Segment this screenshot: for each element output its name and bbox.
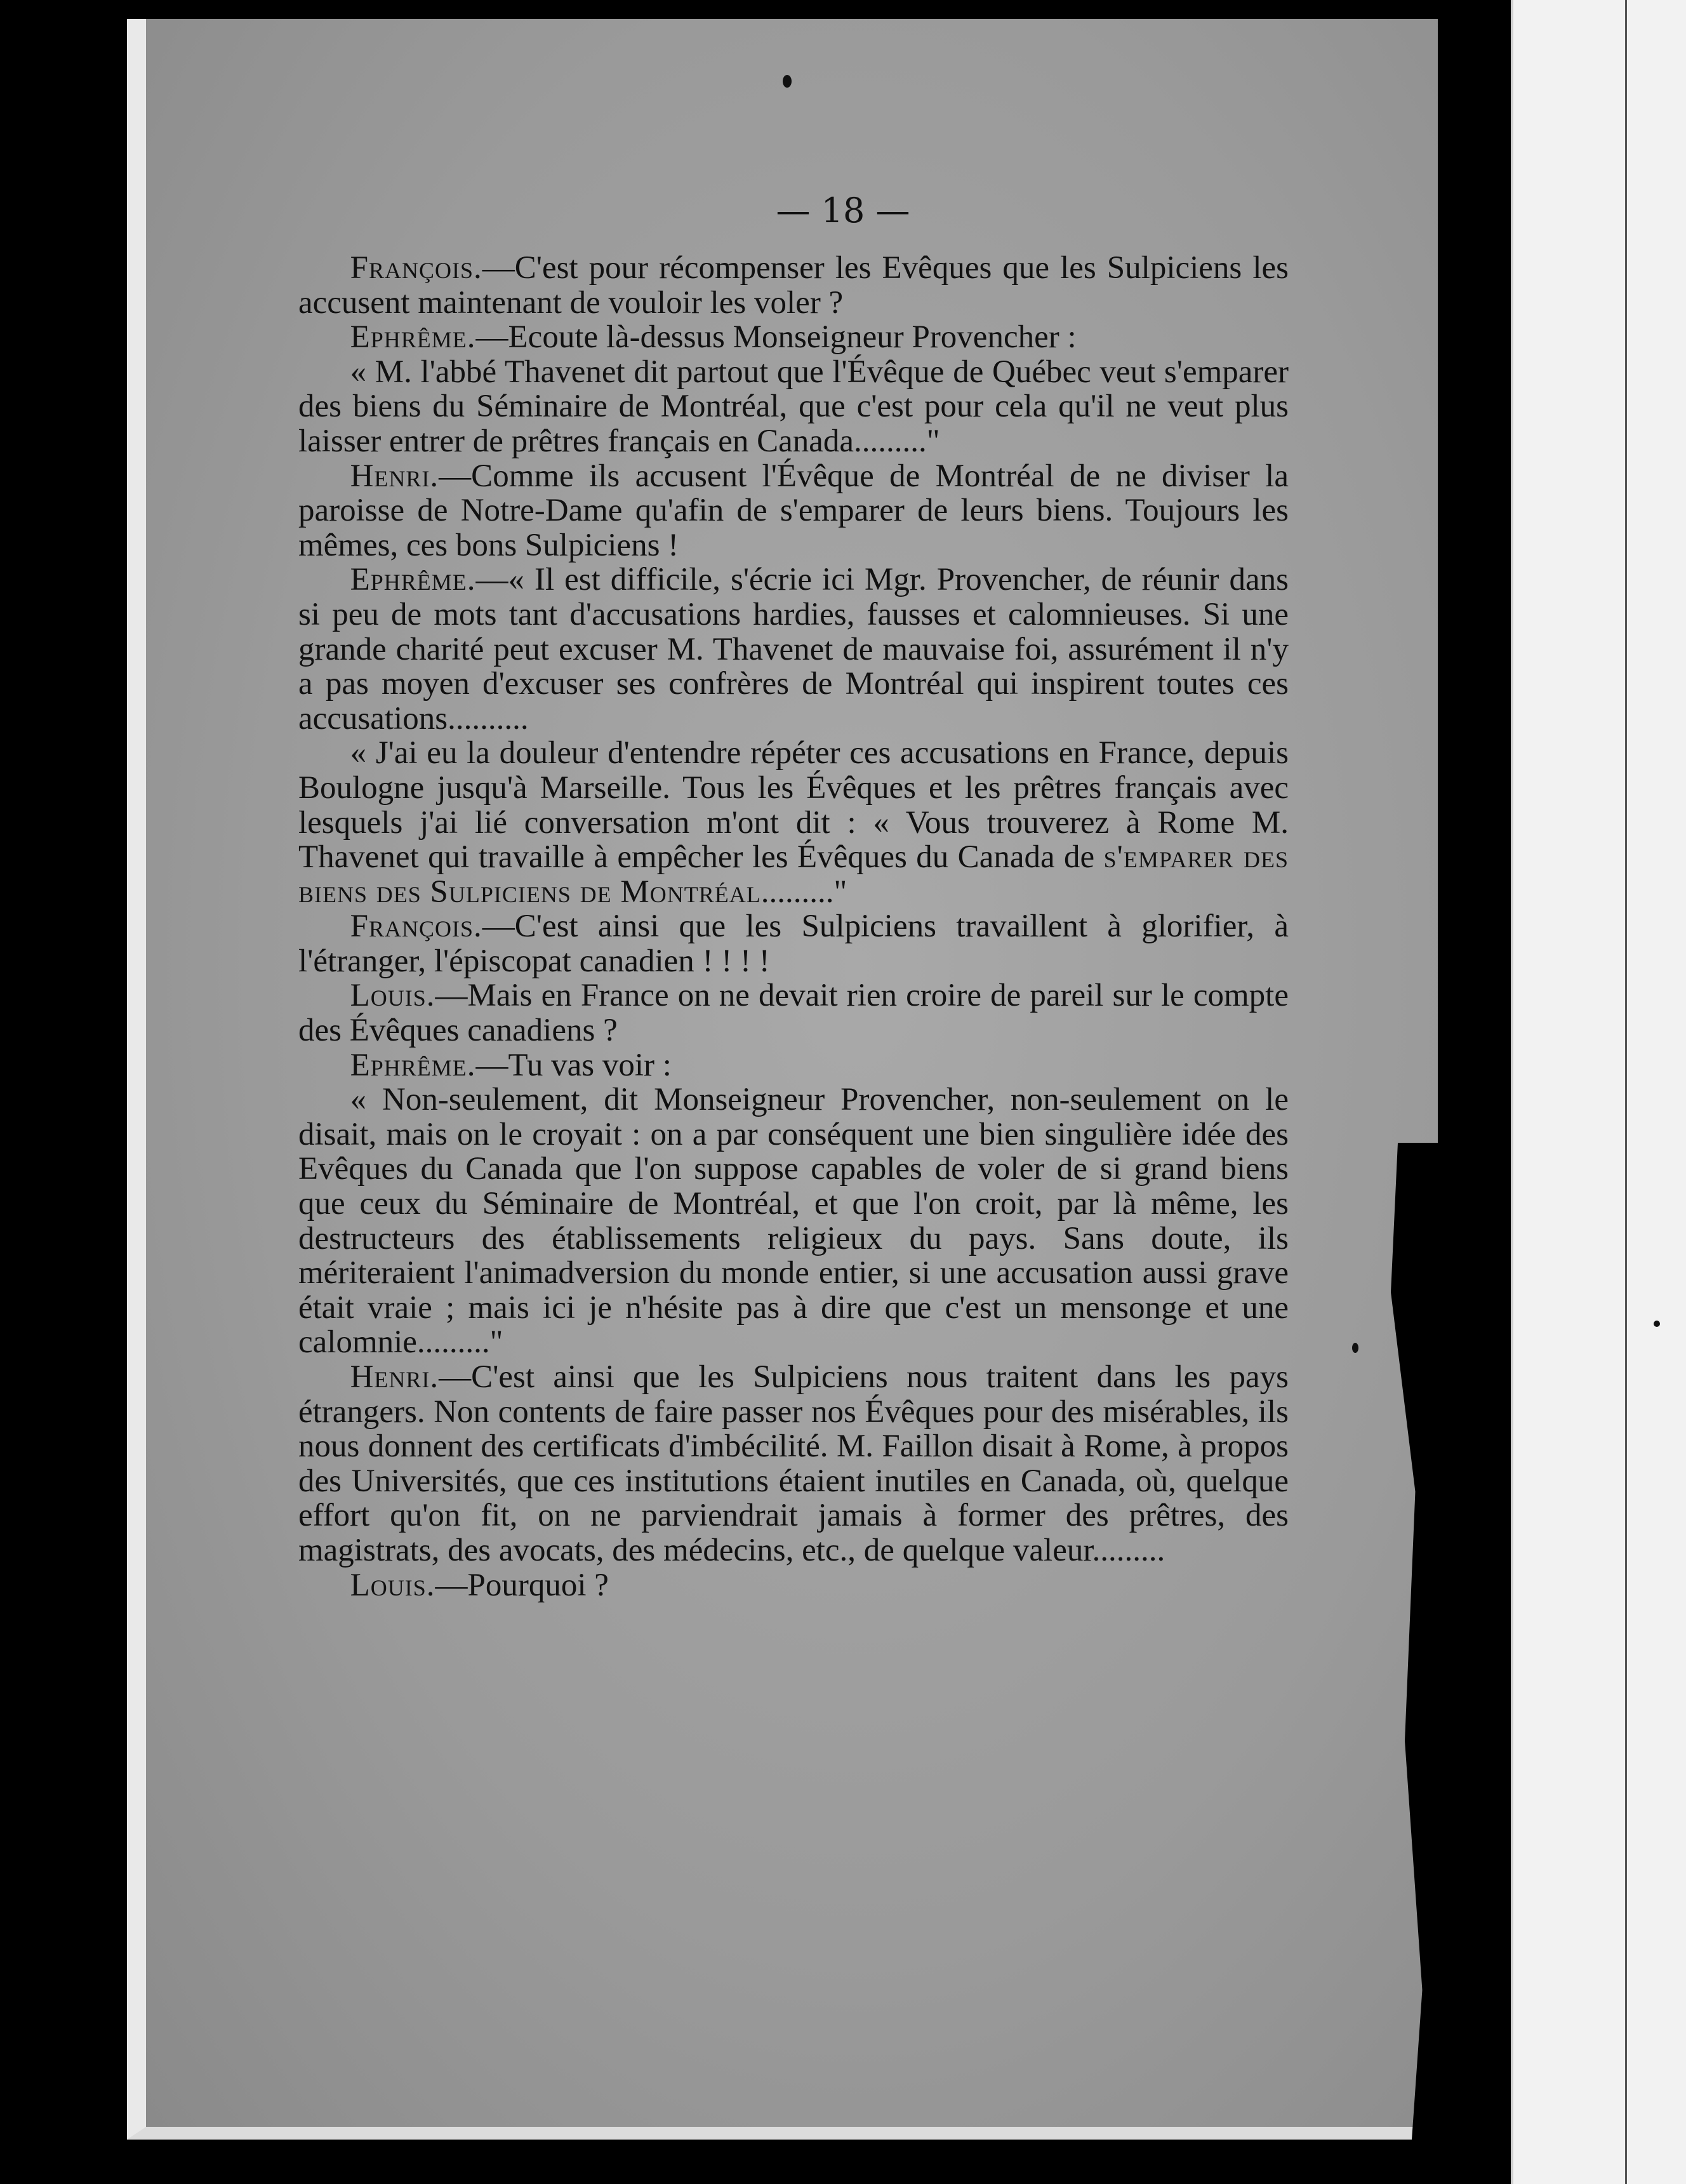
speaker-name: Ephrême. — [350, 319, 476, 356]
paragraph-text: —C'est ainsi que les Sulpiciens travaillent à glorifier, à l'étranger, l'épiscopat canadien ! ! ! ! — [298, 909, 1289, 979]
paragraph — [298, 459, 1289, 563]
paragraph-text: —C'est ainsi que les Sulpiciens nous traitent dans les pays étrangers. Non contents de faire passer nos Évêques pour des misérables, ils nous donnent des certificats d'imbécilité. M. Faillon disait à Rome, à propos des Universités, que ces institutions étaient inutiles en Canada, où, quelque effort qu'on fit, on ne parviendrait jamais à former des prêtres, des magistrats, des avocats, des médecins, etc., de quelque valeur......... — [298, 1359, 1289, 1568]
paragraph-text: « Non-seulement, dit Monseigneur Provencher, non-seulement on le disait, mais on le croyait : on a par conséquent une bien singulière idée des Evêques du Canada que l'on suppose capables de voler de si grand biens que ceux du Séminaire de Montréal, et que l'on croit, par là même, les destructeurs des établissements religieux du pays. Sans doute, ils mériteraient l'animadversion du monde entier, si une accusation aussi grave était vraie ; mais ici je n'hésite pas à dire que c'est un mensonge et une calomnie........." — [298, 1082, 1289, 1361]
speaker-name: Ephrême. — [350, 1047, 476, 1083]
paragraph — [298, 909, 1289, 978]
paragraph-text: —Ecoute là-dessus Monseigneur Provencher : — [475, 319, 1077, 356]
paragraph-text: —Tu vas voir : — [475, 1047, 672, 1083]
paragraph — [298, 355, 1289, 459]
ink-speck — [783, 75, 792, 88]
paragraph — [298, 251, 1289, 320]
speaker-name: Louis. — [350, 978, 435, 1014]
paragraph — [298, 563, 1289, 736]
speaker-name: Ephrême. — [350, 562, 476, 598]
paragraph-text: —Comme ils accusent l'Évêque de Montréal de ne diviser la paroisse de Notre-Dame qu'afin de s'emparer de leurs biens. Toujours les mêmes, ces bons Sulpiciens ! — [298, 458, 1289, 563]
paragraph — [298, 1360, 1289, 1568]
paragraph — [298, 320, 1289, 355]
paragraph — [298, 1048, 1289, 1083]
speaker-name: François. — [350, 909, 482, 945]
facing-page-edge — [1511, 0, 1686, 2184]
paragraph-text: —Mais en France on ne devait rien croire de pareil sur le compte des Évêques canadiens ? — [298, 978, 1289, 1049]
page-number: — 18 — — [776, 190, 910, 230]
speaker-name: François. — [350, 250, 482, 286]
paragraph-text: « J'ai eu la douleur d'entendre répéter ces accusations en France, depuis Boulogne jusqu'à Marseille. Tous les Évêques et les prêtres français avec lesquels j'ai lié conversation m'ont dit : « Vous trouverez à Rome M. Thavenet qui travaille à empêcher les Évêques du Canada de — [298, 735, 1289, 876]
scan-edge-line — [1625, 0, 1627, 2184]
paragraph — [298, 736, 1289, 909]
ink-speck — [1654, 1321, 1660, 1327]
paragraph-text: —C'est pour récompenser les Evêques que les Sulpiciens les accusent maintenant de vouloir les voler ? — [298, 250, 1289, 321]
paragraph-text: « M. l'abbé Thavenet dit partout que l'Évêque de Québec veut s'emparer des biens du Séminaire de Montréal, que c'est pour cela qu'il ne veut plus laisser entrer de prêtres français en Canada........." — [298, 354, 1289, 459]
paragraph — [298, 1082, 1289, 1360]
paragraph-text: —« Il est difficile, s'écrie ici Mgr. Provencher, de réunir dans si peu de mots tant d'accusations hardies, fausses et calomnieuses. Si une grande charité peut excuser M. Thavenet de mauvaise foi, assurément il n'y a pas moyen d'excuser ses confrères de Montréal qui inspirent toutes ces accusations.......... — [298, 562, 1289, 736]
speaker-name: Henri. — [350, 458, 439, 494]
speaker-name: Louis. — [350, 1567, 435, 1603]
small-caps-phrase: s'emparer des biens des Sulpiciens de Montréal — [298, 839, 1289, 910]
paragraph-text-end: ........." — [760, 874, 847, 910]
ink-speck — [1352, 1343, 1358, 1353]
paragraph-text: —Pourquoi ? — [435, 1567, 609, 1603]
speaker-name: Henri. — [350, 1359, 439, 1395]
paragraph — [298, 978, 1289, 1048]
paragraph — [298, 1568, 1289, 1603]
body-text — [298, 251, 1289, 1602]
